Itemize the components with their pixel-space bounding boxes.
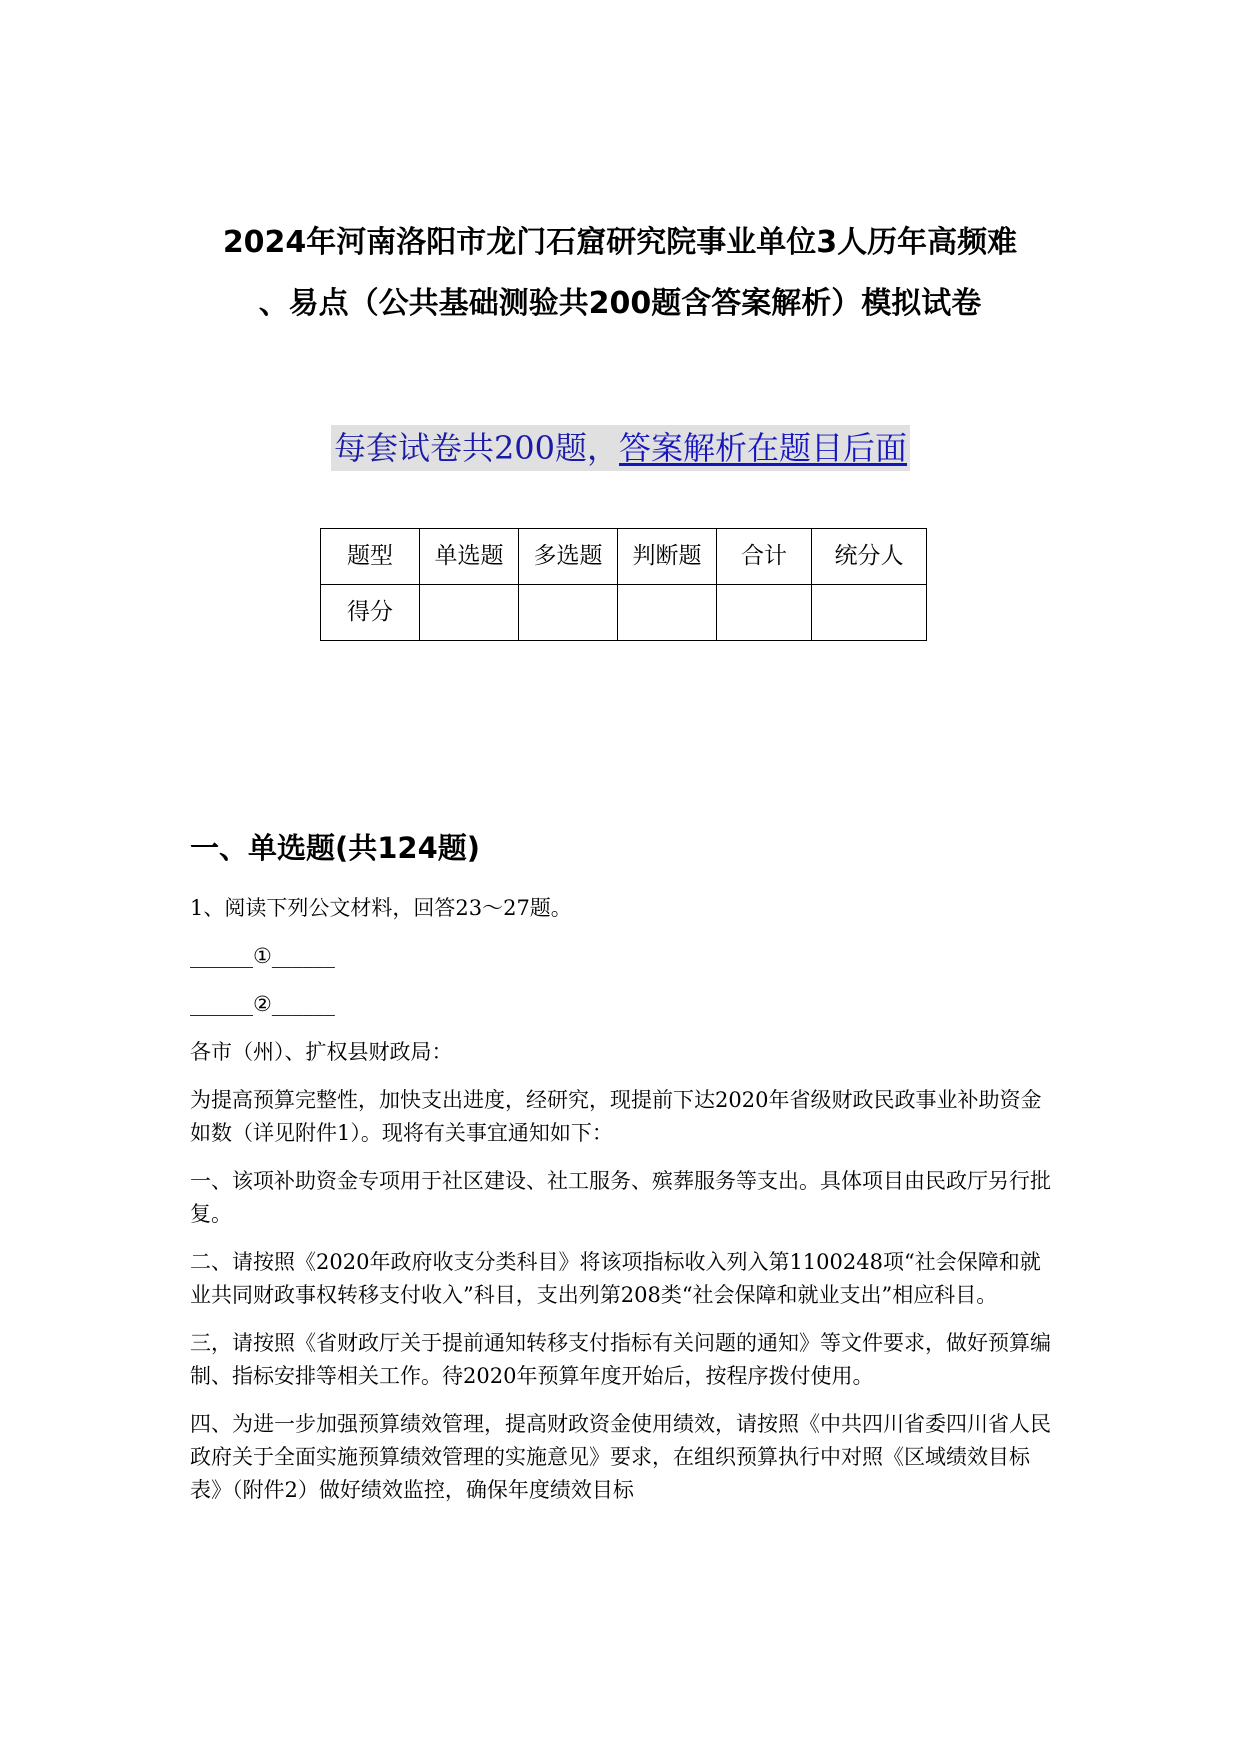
score-cell-single[interactable] [420, 585, 519, 641]
paragraph-item-1: 一、该项补助资金专项用于社区建设、社工服务、殡葬服务等支出。具体项目由民政厅另行批复。 [190, 1169, 1051, 1226]
question-stem: 1、阅读下列公文材料，回答23～27题。 [190, 896, 572, 920]
section-heading: 一、单选题(共124题) [190, 831, 481, 865]
header-cell-type: 题型 [321, 529, 420, 585]
header-cell-single: 单选题 [420, 529, 519, 585]
title-line-2: 、易点（公共基础测验共200题含答案解析）模拟试卷 [258, 286, 982, 321]
score-table-header-row [321, 529, 927, 585]
blank-line-2: ______②______ [190, 992, 335, 1016]
answer-link[interactable]: 答案解析在题目后面 [619, 429, 908, 467]
paragraph-item-3: 三，请按照《省财政厅关于提前通知转移支付指标有关问题的通知》等文件要求，做好预算编制、指标安排等相关工作。待2020年预算年度开始后，按程序拨付使用。 [190, 1331, 1051, 1388]
title-line-1: 2024年河南洛阳市龙门石窟研究院事业单位3人历年高频难 [222, 225, 1018, 260]
paragraph-item-4: 四、为进一步加强预算绩效管理，提高财政资金使用绩效，请按照《中共四川省委四川省人民政府关于全面实施预算绩效管理的实施意见》要求，在组织预算执行中对照《区域绩效目标表》（附件2）做好绩效监控，确保年度绩效目标 [190, 1412, 1051, 1502]
score-table [320, 528, 927, 641]
score-cell-scorer[interactable] [812, 585, 927, 641]
paragraph-item-2: 二、请按照《2020年政府收支分类科目》将该项指标收入列入第1100248项“社会保障和就业共同财政事权转移支付收入”科目，支出列第208类“社会保障和就业支出”相应科目。 [190, 1250, 1041, 1307]
header-cell-total: 合计 [717, 529, 812, 585]
question-body [190, 892, 1060, 1522]
paragraph-intro: 为提高预算完整性，加快支出进度，经研究，现提前下达2020年省级财政民政事业补助资金如数（详见附件1）。现将有关事宜通知如下： [190, 1088, 1042, 1145]
score-row-label: 得分 [321, 585, 420, 641]
blank-line-1: ______①______ [190, 944, 335, 968]
header-cell-judgement: 判断题 [618, 529, 717, 585]
subtitle-banner [0, 425, 1241, 471]
score-cell-total[interactable] [717, 585, 812, 641]
score-cell-multiple[interactable] [519, 585, 618, 641]
document-title [180, 212, 1060, 334]
addressee: 各市（州）、扩权县财政局： [190, 1040, 453, 1064]
header-cell-scorer: 统分人 [812, 529, 927, 585]
score-table-score-row [321, 585, 927, 641]
subtitle-prefix: 每套试卷共200题， [333, 429, 620, 467]
score-cell-judgement[interactable] [618, 585, 717, 641]
subtitle [331, 425, 910, 471]
header-cell-multiple: 多选题 [519, 529, 618, 585]
